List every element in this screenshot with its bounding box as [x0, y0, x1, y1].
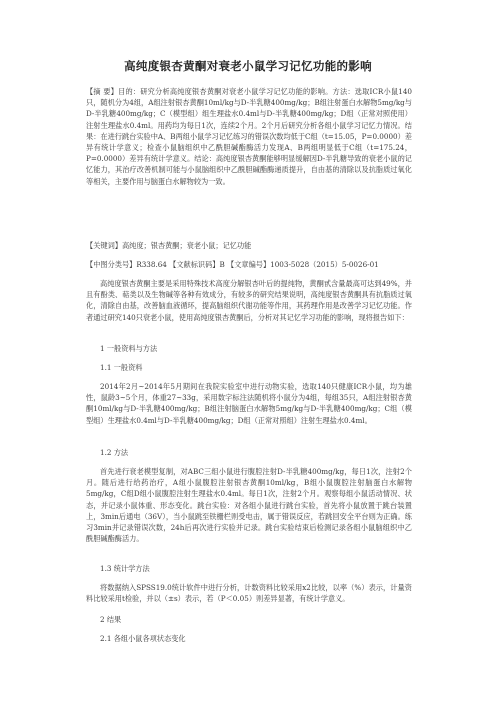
section-heading-1: 1 一般资料与方法	[100, 344, 158, 353]
section-heading-1-2: 1.2 方法	[100, 448, 129, 457]
paragraph-1-3: 将数据纳入SPSS19.0统计软件中进行分析，计数资料比较采用x2比较，以率（%）表示，计量资料比较采用t检验，并以（±s）表示，若（P＜0.05）则差异显著，有统计学意义。	[86, 583, 412, 604]
classification-line: 【中图分类号】R338.64 【文献标识码】B 【文章编号】1003-5028（2015）5-0026-01	[86, 260, 379, 269]
section-heading-1-3: 1.3 统计学方法	[100, 564, 150, 573]
paper-title: 高纯度银杏黄酮对衰老小鼠学习记忆功能的影响	[124, 59, 372, 73]
intro-paragraph: 高纯度银杏黄酮主要是采用特殊技术高度分解银杏叶后的提纯物，黄酮甙含量最高可达到49%，并且有酚类、萜类以及生物碱等各种有效成分，有较多的研究结果说明，高纯度银杏黄酮具有抗脂质过氧化，清除自由基，改善脑血液循环，提高脑组织代谢功能等作用，其药理作用是改善学习记忆功能。作者通过研究140只衰老小鼠，使用高纯度银杏黄酮后，分析对其记忆学习功能的影响，现将报告如下：	[86, 279, 412, 322]
keywords-line: 【关键词】高纯度；银杏黄酮；衰老小鼠；记忆功能	[86, 241, 252, 250]
paragraph-1-2: 首先进行衰老模型复制，对ABC三组小鼠进行腹腔注射D-半乳糖400mg/kg，每日1次，注射2个月。随后进行给药治疗，A组小鼠腹腔注射银杏黄酮10ml/kg，B组小鼠腹腔注射脑蛋白水解物5mg/kg，C组D组小鼠腹腔注射生理盐水0.4ml。每日1次，注射2个月。观察每组小鼠活动情况、状态，并记录小鼠体重、形态变化。跳台实验：对各组小鼠进行跳台实验，首先将小鼠放置于跳台装置上，3min后通电（36V），当小鼠跳至铁栅栏则受电击，属于错误反应，若跳回安全平台则为正确。练习3min并记录错误次数，24h后再次进行实验并记录。跳台实验结束后检测记录各组小鼠脑组织中乙酰胆碱酯酶活力。	[86, 467, 412, 544]
section-heading-2-1: 2.1 各组小鼠各项状态变化	[100, 634, 186, 643]
section-heading-2: 2 结果	[100, 615, 122, 624]
section-heading-1-1: 1.1 一般资料	[100, 363, 143, 372]
paragraph-1-1: 2014年2月~2014年5月期间在我院实验室中进行动物实验，选取140只健康ICR小鼠，均为雄性，鼠龄3~5个月，体重27~33g，采用数字标注法随机将小鼠分为4组，每组35只，A组注射银杏黄酮10ml/kg与D-半乳糖400mg/kg；B组注射脑蛋白水解物5mg/kg与D-半乳糖400mg/kg；C组（模型组）生理盐水0.4ml与D-半乳糖400mg/kg；D组（正常对照组）注射生理盐水0.4ml。	[86, 382, 412, 425]
abstract-paragraph: 【摘 要】目的：研究分析高纯度银杏黄酮对衰老小鼠学习记忆功能的影响。方法：选取ICR小鼠140只，随机分为4组，A组注射银杏黄酮10ml/kg与D-半乳糖400mg/kg；B组注射蛋白水解物5mg/kg与D-半乳糖400mg/kg；C（模型组）组生理盐水0.4ml与D-半乳糖400mg/kg；D组（正常对照使用）注射生理盐水0.4ml。用药均为每日1次，连续2个月。2个月后研究分析各组小鼠学习记忆力情况。结果：在进行跳台实验中A、B两组小鼠学习记忆练习的错误次数均低于C组（t=15.05，P=0.0000）差异有统计学意义；检查小鼠脑组织中乙酰胆碱酯酶活力发现A、B两组明显低于C组（t=175.24，P=0.0000）差异有统计学意义。结论：高纯度银杏黄酮能够明显缓解因D-半乳糖导致的衰老小鼠的记忆能力，其治疗改善机制可能与小鼠脑组织中乙酰胆碱酯酶递质提升，自由基的清除以及抗脂质过氧化等相关，主要作用与脑蛋白水解物较为一致。	[86, 87, 412, 186]
